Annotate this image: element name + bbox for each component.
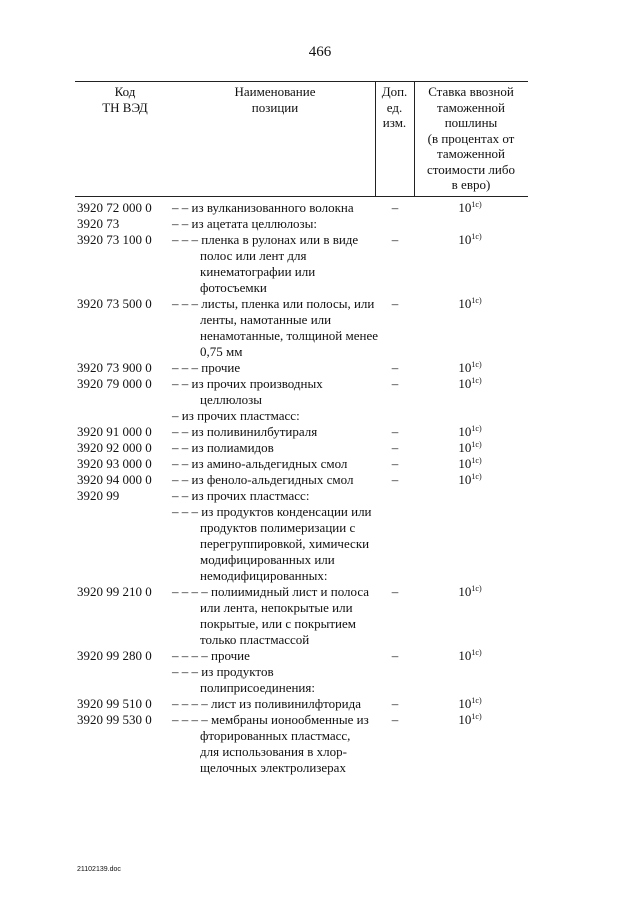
unit-dash: – <box>391 712 399 727</box>
table-row <box>0 488 640 504</box>
tn-ved-code: 3920 99 <box>77 488 120 503</box>
duty-rate <box>440 440 500 456</box>
duty-rate-note: 1c) <box>471 296 482 305</box>
position-name-line: покрытые, или с покрытием <box>200 616 357 631</box>
unit-dash: – <box>391 360 399 375</box>
tn-ved-code: 3920 73 100 0 <box>77 232 152 247</box>
duty-rate-note: 1c) <box>471 472 482 481</box>
duty-rate <box>440 376 500 392</box>
duty-rate-value: 10 <box>458 232 472 247</box>
unit-dash: – <box>391 376 399 391</box>
file-name: 21102139.doc <box>77 866 121 873</box>
duty-rate-value: 10 <box>458 584 472 599</box>
duty-rate-value: 10 <box>458 200 472 215</box>
table-row <box>0 648 640 664</box>
header-rate-line: стоимости либо <box>426 161 515 177</box>
header-bottom-rule <box>75 196 528 197</box>
duty-rate <box>440 424 500 440</box>
position-name-line: модифицированных или <box>200 552 335 567</box>
header-rate-line: в евро) <box>451 177 491 192</box>
position-name-line: продуктов полимеризации с <box>200 520 356 535</box>
unit-dash: – <box>391 440 399 455</box>
tn-ved-code: 3920 99 210 0 <box>77 584 152 599</box>
position-name-line: – – из ацетата целлюлозы: <box>172 216 318 231</box>
position-name-line: – – из поливинилбутираля <box>172 424 318 439</box>
table-row <box>0 456 640 472</box>
duty-rate <box>440 200 500 216</box>
duty-rate-note: 1c) <box>471 712 482 721</box>
table-row <box>0 584 640 648</box>
tn-ved-code: 3920 72 000 0 <box>77 200 152 215</box>
table-row <box>0 408 640 424</box>
duty-rate-note: 1c) <box>471 232 482 241</box>
duty-rate-note: 1c) <box>471 648 482 657</box>
table-row <box>0 376 640 408</box>
unit-dash: – <box>391 296 399 311</box>
unit-dash: – <box>391 200 399 215</box>
duty-rate <box>440 584 500 600</box>
tn-ved-code: 3920 73 500 0 <box>77 296 152 311</box>
duty-rate-value: 10 <box>458 296 472 311</box>
duty-rate <box>440 472 500 488</box>
table-row <box>0 504 640 584</box>
position-name-line: – – – – мембраны ионообменные из <box>172 712 369 727</box>
duty-rate-note: 1c) <box>471 456 482 465</box>
tn-ved-code: 3920 93 000 0 <box>77 456 152 471</box>
duty-rate <box>440 360 500 376</box>
duty-rate-note: 1c) <box>471 424 482 433</box>
tn-ved-code: 3920 73 <box>77 216 120 231</box>
header-code <box>75 84 175 115</box>
duty-rate-value: 10 <box>458 456 472 471</box>
table-row <box>0 216 640 232</box>
tn-ved-code: 3920 79 000 0 <box>77 376 152 391</box>
header-rate-line: пошлины <box>444 115 498 130</box>
table-row <box>0 664 640 696</box>
unit-dash: – <box>391 584 399 599</box>
header-code-line: Код <box>114 84 136 99</box>
position-name-line: фотосъемки <box>200 280 267 295</box>
header-name <box>175 84 375 115</box>
duty-rate <box>440 232 500 248</box>
header-name-line: Наименование <box>234 84 316 99</box>
position-name-line: – – – из продуктов <box>172 664 274 679</box>
table-row <box>0 296 640 360</box>
duty-rate-value: 10 <box>458 648 472 663</box>
table-row <box>0 424 640 440</box>
duty-rate <box>440 696 500 712</box>
duty-rate-value: 10 <box>458 360 472 375</box>
header-unit-line: Доп. <box>381 84 408 99</box>
position-name-line: целлюлозы <box>200 392 262 407</box>
position-name-line: перегруппировкой, химически <box>200 536 370 551</box>
duty-rate <box>440 296 500 312</box>
table-row <box>0 360 640 376</box>
position-name-line: – – из прочих пластмасс: <box>172 488 310 503</box>
position-name-line: – – из феноло-альдегидных смол <box>172 472 354 487</box>
unit-dash: – <box>391 472 399 487</box>
unit-dash: – <box>391 648 399 663</box>
position-name-line: – – – – полиимидный лист и полоса <box>172 584 370 599</box>
position-name-line: – – из вулканизованного волокна <box>172 200 354 215</box>
tn-ved-code: 3920 92 000 0 <box>77 440 152 455</box>
duty-rate-note: 1c) <box>471 360 482 369</box>
duty-rate <box>440 712 500 728</box>
position-name-line: – – – – прочие <box>172 648 250 663</box>
table-row <box>0 440 640 456</box>
position-name-line: кинематографии или <box>200 264 316 279</box>
table-top-rule <box>75 81 528 82</box>
position-name-line: – – – листы, пленка или полосы, или <box>172 296 375 311</box>
duty-rate-note: 1c) <box>471 376 482 385</box>
position-name-line: – из прочих пластмасс: <box>172 408 300 423</box>
unit-dash: – <box>391 424 399 439</box>
position-name-line: только пластмассой <box>200 632 310 647</box>
position-name-line: – – из полиамидов <box>172 440 274 455</box>
duty-rate-note: 1c) <box>471 584 482 593</box>
tn-ved-code: 3920 94 000 0 <box>77 472 152 487</box>
duty-rate-value: 10 <box>458 696 472 711</box>
tn-ved-code: 3920 99 280 0 <box>77 648 152 663</box>
header-rate-line: таможенной <box>437 99 505 115</box>
tn-ved-code: 3920 73 900 0 <box>77 360 152 375</box>
position-name-line: полос или лент для <box>200 248 307 263</box>
duty-rate-value: 10 <box>458 424 472 439</box>
duty-rate <box>440 456 500 472</box>
header-unit-line: ед. <box>386 99 403 115</box>
tn-ved-code: 3920 91 000 0 <box>77 424 152 439</box>
position-name-line: для использования в хлор- <box>200 744 347 759</box>
header-unit <box>375 84 414 131</box>
header-rate <box>414 84 528 193</box>
position-name-line: или лента, непокрытые или <box>200 600 353 615</box>
position-name-line: – – – прочие <box>172 360 241 375</box>
tn-ved-code: 3920 99 510 0 <box>77 696 152 711</box>
position-name-line: – – из прочих производных <box>172 376 323 391</box>
duty-rate-note: 1c) <box>471 440 482 449</box>
duty-rate-note: 1c) <box>471 200 482 209</box>
table-row <box>0 712 640 776</box>
header-code-line: ТН ВЭД <box>102 99 148 115</box>
header-name-line: позиции <box>251 99 299 115</box>
position-name-line: – – – из продуктов конденсации или <box>172 504 372 519</box>
position-name-line: – – – – лист из поливинилфторида <box>172 696 361 711</box>
table-row <box>0 232 640 296</box>
unit-dash: – <box>391 456 399 471</box>
duty-rate-note: 1c) <box>471 696 482 705</box>
position-name-line: – – из амино-альдегидных смол <box>172 456 348 471</box>
position-name-line: ленты, намотанные или <box>200 312 332 327</box>
header-rate-line: Ставка ввозной <box>428 84 514 99</box>
tn-ved-code: 3920 99 530 0 <box>77 712 152 727</box>
page-number: 466 <box>308 44 332 60</box>
header-rate-line: (в процентах от <box>427 130 515 146</box>
position-name-line: фторированных пластмасс, <box>200 728 351 743</box>
position-name-line: полиприсоединения: <box>200 680 315 695</box>
duty-rate-value: 10 <box>458 440 472 455</box>
duty-rate-value: 10 <box>458 376 472 391</box>
position-name-line: ненамотанные, толщиной менее <box>200 328 378 343</box>
duty-rate-value: 10 <box>458 712 472 727</box>
unit-dash: – <box>391 232 399 247</box>
header-rate-line: таможенной <box>437 146 505 161</box>
table-row <box>0 200 640 216</box>
position-name-line: 0,75 мм <box>200 344 243 359</box>
duty-rate <box>440 648 500 664</box>
table-row <box>0 472 640 488</box>
position-name-line: немодифицированных: <box>200 568 328 583</box>
table-row <box>0 696 640 712</box>
position-name-line: щелочных электролизерах <box>200 760 346 775</box>
unit-dash: – <box>391 696 399 711</box>
position-name-line: – – – пленка в рулонах или в виде <box>172 232 359 247</box>
duty-rate-value: 10 <box>458 472 472 487</box>
header-unit-line: изм. <box>382 115 407 130</box>
